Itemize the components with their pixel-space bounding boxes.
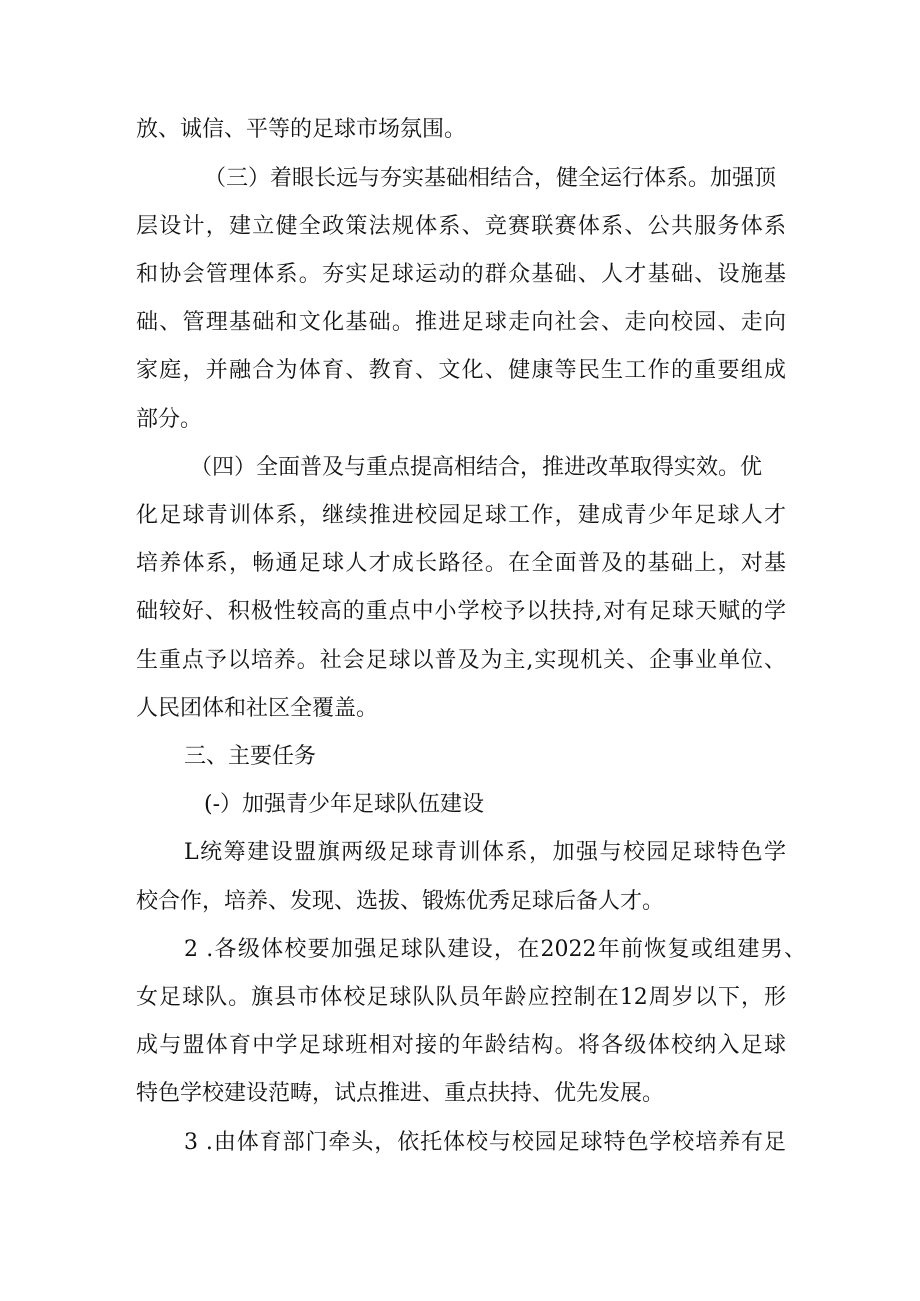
text-line: 女足球队。旗县市体校足球队队员年龄应控制在12周岁以下，形 — [136, 985, 786, 1010]
list-item-3: 3 .由体育部门牵头，依托体校与校园足球特色学校培养有足 — [184, 1130, 786, 1155]
text-line-end: 特色学校建设范畴，试点推进、重点扶持、优先发展。 — [136, 1081, 665, 1106]
text-line: 础、管理基础和文化基础。推进足球走向社会、走向校园、走向 — [136, 310, 786, 335]
list-item-2: 2 .各级体校要加强足球队建设，在2022年前恢复或组建男、 — [184, 937, 806, 962]
paragraph-heading-3: （三）着眼长远与夯实基础相结合，健全运行体系。加强顶 — [204, 166, 777, 191]
text-line: 培养体系，畅通足球人才成长路径。在全面普及的基础上，对基 — [136, 551, 786, 576]
text-line-end: 校合作，培养、发现、选拔、锻炼优秀足球后备人才。 — [136, 889, 665, 914]
text-line: 成与盟体育中学足球班相对接的年龄结构。将各级体校纳入足球 — [136, 1033, 786, 1058]
text-line-continuation: 放、诚信、平等的足球市场氛围。 — [136, 117, 467, 142]
paragraph-heading-4: （四）全面普及与重点提高相结合，推进改革取得实效。优 — [190, 455, 763, 480]
text-line-end: 人民团体和社区全覆盖。 — [136, 696, 379, 721]
text-line: 和协会管理体系。夯实足球运动的群众基础、人才基础、设施基 — [136, 262, 786, 287]
text-line: 化足球青训体系，继续推进校园足球工作，建成青少年足球人才 — [136, 503, 786, 528]
text-line-end: 部分。 — [136, 407, 203, 432]
text-line: 础较好、积极性较高的重点中小学校予以扶持,对有足球天赋的学 — [136, 599, 786, 624]
list-item-1: L统筹建设盟旗两级足球青训体系，加强与校园足球特色学 — [184, 840, 786, 865]
section-heading-main-tasks: 三、主要任务 — [184, 744, 317, 769]
text-line: 生重点予以培养。社会足球以普及为主,实现机关、企事业单位、 — [136, 648, 786, 673]
text-line: 家庭，并融合为体育、教育、文化、健康等民生工作的重要组成 — [136, 358, 786, 383]
subsection-heading: (-）加强青少年足球队伍建设 — [204, 792, 485, 817]
text-line: 层设计，建立健全政策法规体系、竞赛联赛体系、公共服务体系 — [136, 214, 786, 239]
